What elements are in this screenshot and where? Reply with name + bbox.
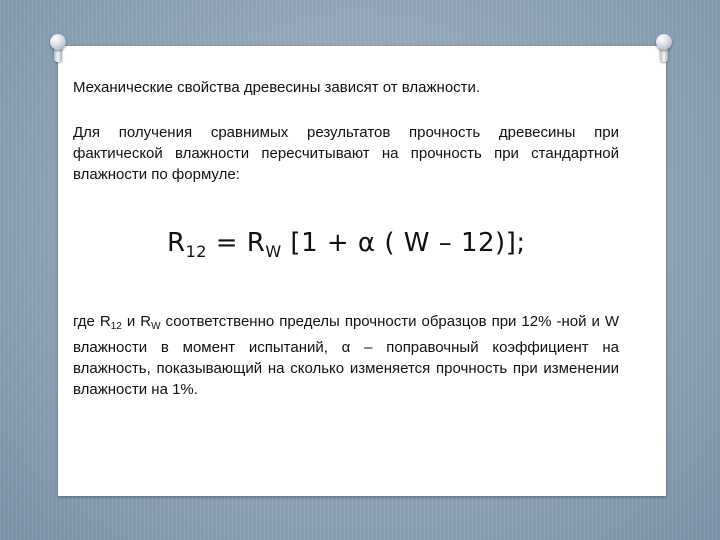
intro-paragraph: Для получения сравнимых результатов прочность древесины при фактической влажности пересчитывают на прочность при стандартной влажности по формуле: <box>73 124 619 183</box>
slide-card <box>58 46 666 496</box>
pushpin-icon <box>656 34 672 64</box>
moisture-formula: $R_{12} = R_W$ [1 + α ( W – 12)]; <box>167 228 526 261</box>
explanation-paragraph: где $R_{12}$ и $R_W$ соответственно пределы прочности образцов при 12% -ной и W влажности в момент испытаний, α – поправочный коэффициент на влажность, показывающий на сколько изменяется прочность при изменении влажности на 1%. <box>73 313 619 398</box>
pushpin-icon <box>50 34 66 64</box>
slide-heading: Механические свойства древесины зависят от влажности. <box>73 79 481 96</box>
